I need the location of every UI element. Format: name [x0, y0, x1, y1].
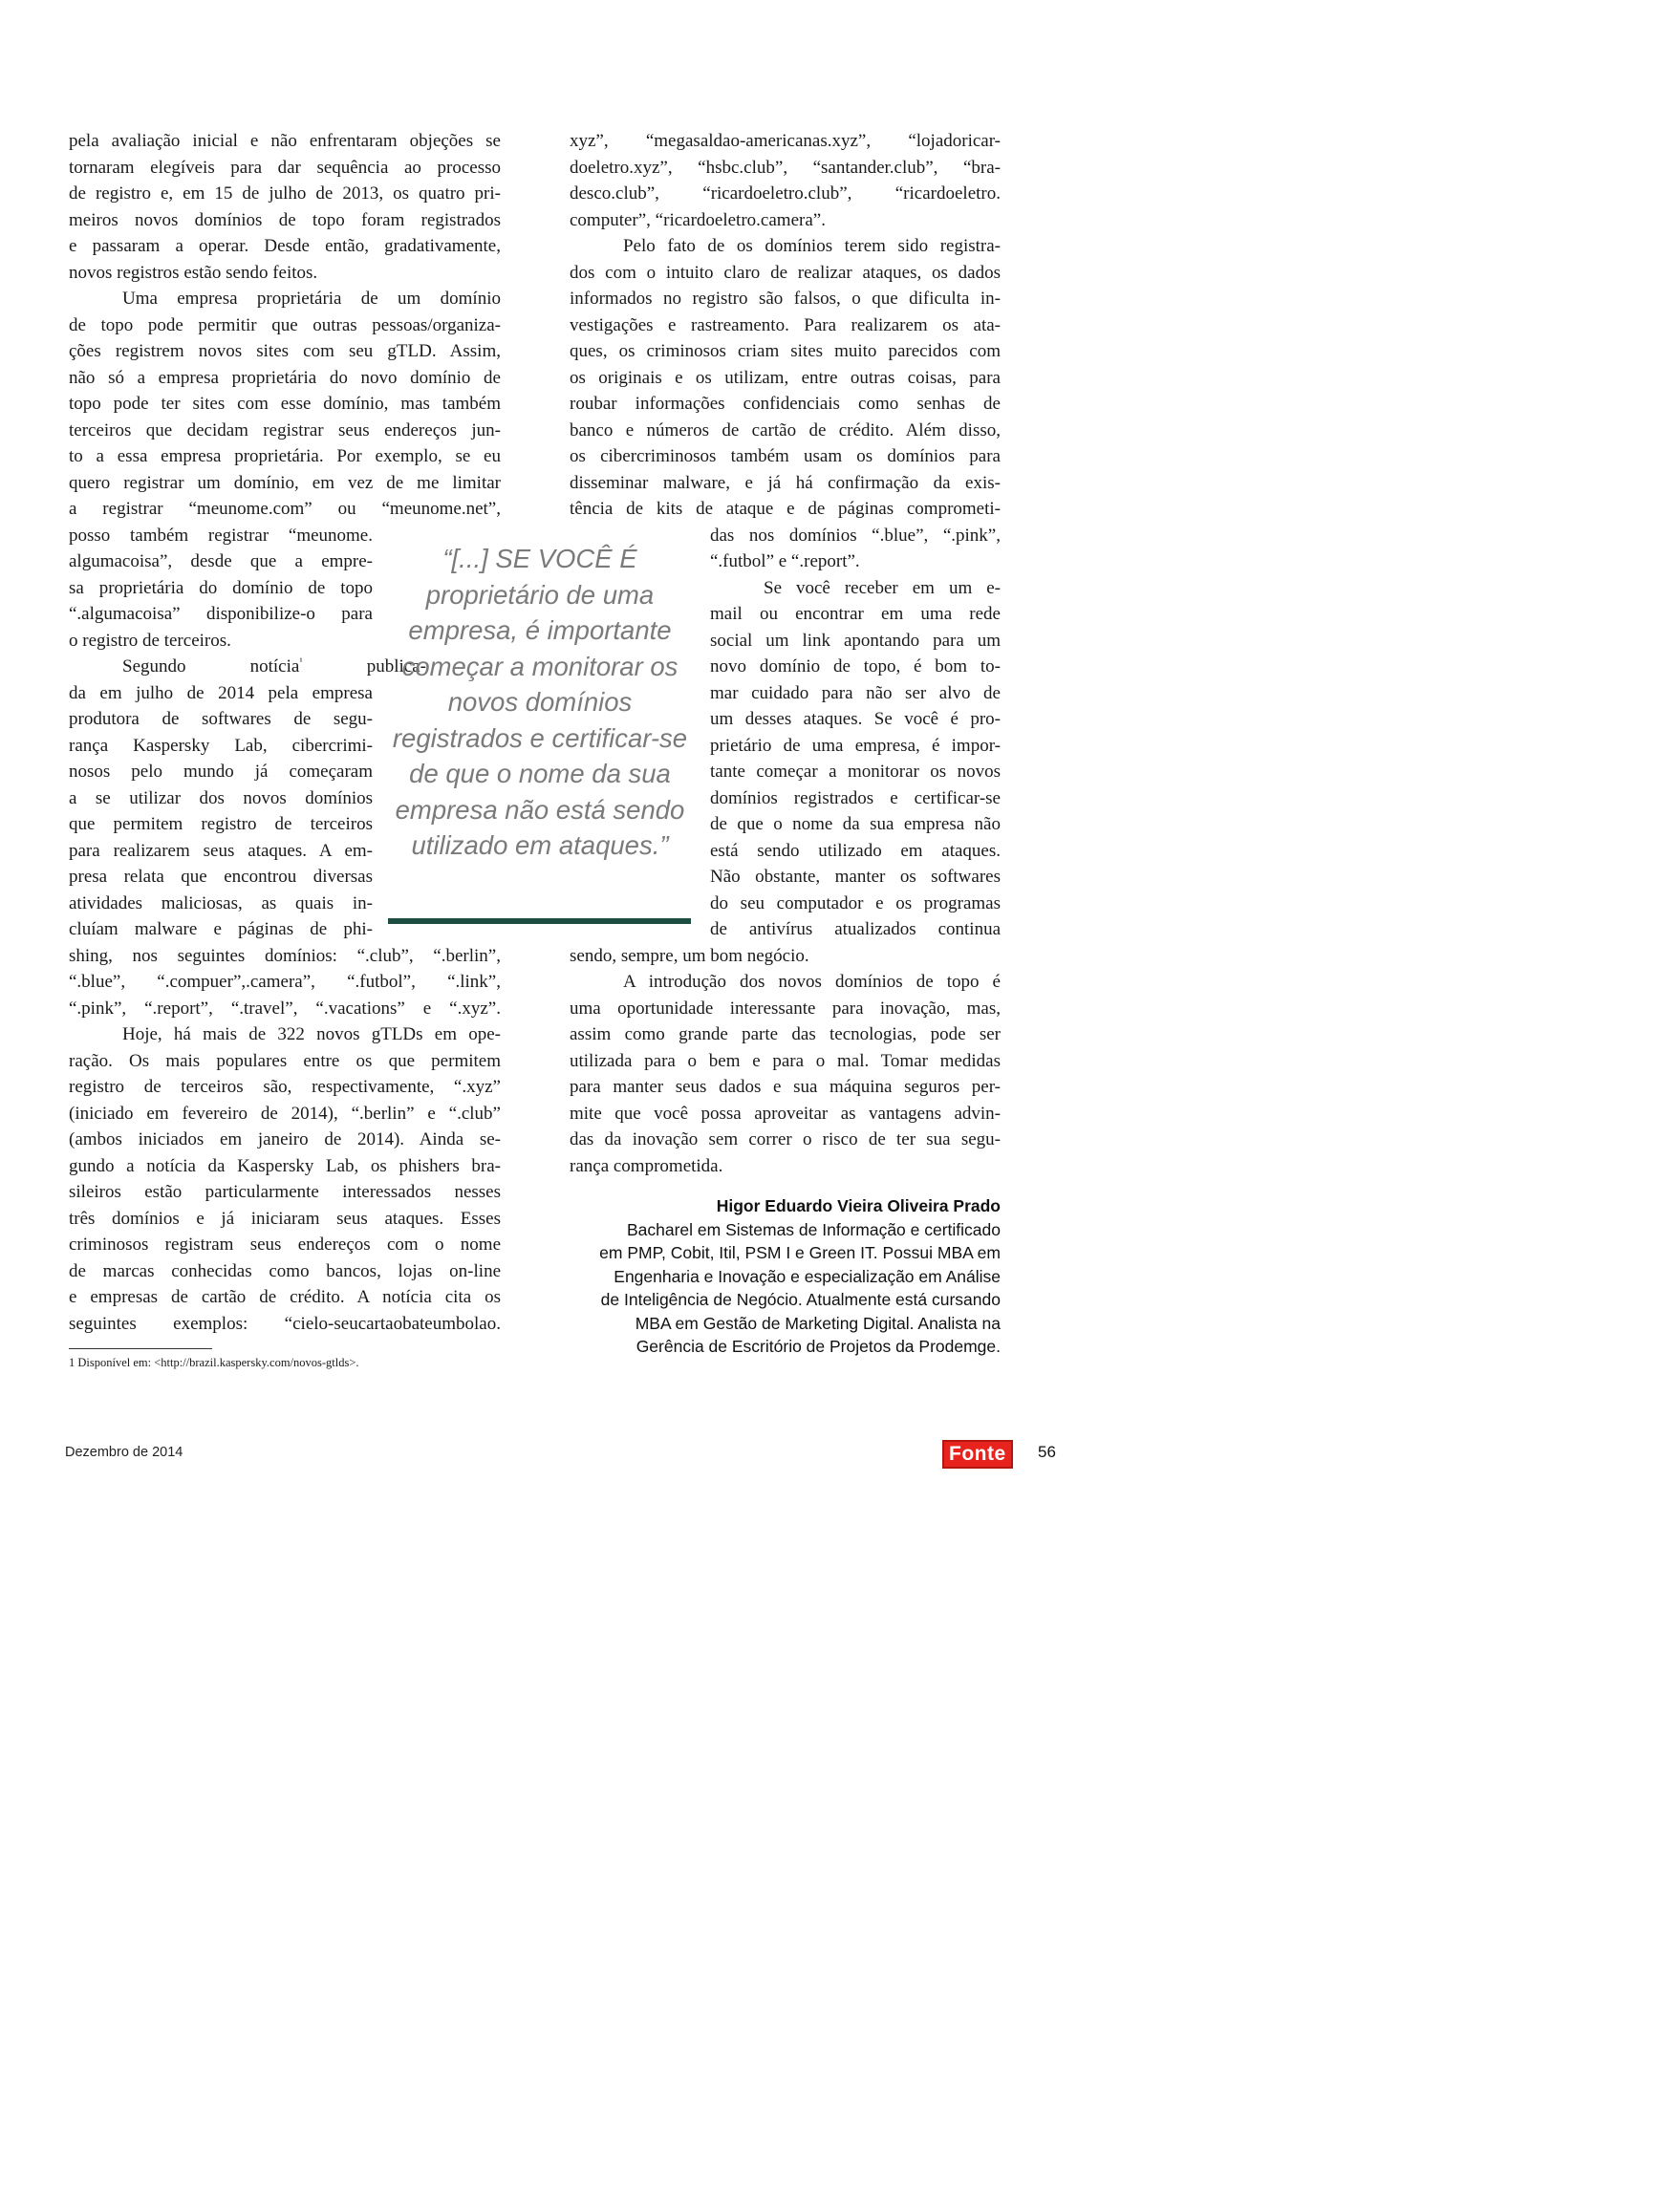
text-line: cluíam malware e páginas de phi-	[69, 919, 373, 939]
bio-line: Gerência de Escritório de Projetos da Prodemge.	[636, 1337, 1001, 1356]
text-line: presa relata que encontrou diversas	[69, 867, 373, 887]
text-line: Não obstante, manter os softwares	[710, 867, 1001, 887]
pull-quote: “[...] SE VOCÊ É proprietário de uma empresa, é importante começar a monitorar os novos domínios registrados e certificar-se de que o nome da sua empresa não está sendo utilizado em ataques.”	[392, 544, 688, 860]
text-line: disseminar malware, e já há confirmação da exis-	[570, 472, 1001, 493]
magazine-logo: Fonte	[942, 1440, 1013, 1469]
footnote-divider	[69, 1348, 212, 1349]
text-line: “.algumacoisa” disponibilize-o para	[69, 604, 373, 624]
text-line: desco.club”, “ricardoeletro.club”, “ricardoeletro.	[570, 183, 1001, 204]
text-line: mar cuidado para não ser alvo de	[710, 682, 1001, 703]
text-line: pela avaliação inicial e não enfrentaram objeções se	[69, 131, 501, 151]
text-line: rança comprometida.	[570, 1155, 723, 1176]
text-line: social um link apontando para um	[710, 630, 1001, 651]
text-line: Se você receber em um e-	[764, 577, 1001, 598]
paragraph-4	[570, 969, 1001, 1179]
text-line: não só a empresa proprietária do novo domínio de	[69, 367, 501, 388]
footnote-ref: ¹	[299, 655, 303, 668]
text-line: mite que você possa aproveitar as vantagens advin-	[570, 1103, 1001, 1124]
text-line: prietário de uma empresa, é impor-	[710, 735, 1001, 756]
text-line: que permitem registro de terceiros	[69, 814, 373, 834]
author-block	[535, 1194, 1001, 1359]
text-fragment: publica-	[302, 656, 426, 676]
bio-line: Bacharel em Sistemas de Informação e certificado	[626, 1219, 1001, 1239]
text-line: para realizarem seus ataques. A em-	[69, 840, 373, 861]
bio-line: MBA em Gestão de Marketing Digital. Analista na	[635, 1313, 1001, 1333]
text-line: terceiros que decidam registrar seus endereços jun-	[69, 419, 501, 440]
text-line: três domínios e já iniciaram seus ataques. Esses	[69, 1208, 501, 1229]
text-line: o registro de terceiros.	[69, 630, 231, 651]
text-line: de antivírus atualizados continua	[710, 919, 1001, 939]
text-line: nosos pelo mundo já começaram	[69, 762, 373, 782]
text-line: sileiros estão particularmente interessados nesses	[69, 1182, 501, 1202]
text-line: criminosos registram seus endereços com o nome	[69, 1235, 501, 1255]
text-line: novo domínio de topo, é bom to-	[710, 656, 1001, 676]
text-line: (iniciado em fevereiro de 2014), “.berlin” e “.club”	[69, 1103, 501, 1124]
text-line: tornaram elegíveis para dar sequência ao processo	[69, 157, 501, 178]
text-line: (ambos iniciados em janeiro de 2014). Ainda se-	[69, 1129, 501, 1149]
text-line: de registro e, em 15 de julho de 2013, os quatro pri-	[69, 183, 501, 204]
text-line: Hoje, há mais de 322 novos gTLDs em ope-	[122, 1024, 501, 1044]
text-line: e passaram a operar. Desde então, gradativamente,	[69, 236, 501, 256]
paragraph-2	[570, 233, 1001, 575]
text-line: tante começar a monitorar os novos	[710, 762, 1001, 782]
text-line: Pelo fato de os domínios terem sido registra-	[623, 236, 1001, 256]
text-line: a registrar “meunome.com” ou “meunome.net”,	[69, 499, 501, 519]
paragraph-1	[69, 128, 501, 286]
text-line: algumacoisa”, desde que a empre-	[69, 551, 373, 571]
text-line: produtora de softwares de segu-	[69, 709, 373, 729]
text-line: “.blue”, “.compuer”,.camera”, “.futbol”, “.link”,	[69, 972, 501, 992]
text-line: informados no registro são falsos, o que dificulta in-	[570, 289, 1001, 309]
text-line: seguintes exemplos: “cielo-seucartaobateumbolao.	[69, 1313, 501, 1334]
text-line: computer”, “ricardoeletro.camera”.	[570, 209, 826, 230]
author-bio	[535, 1218, 1001, 1359]
text-line: dos com o intuito claro de realizar ataques, os dados	[570, 262, 1001, 283]
right-column	[570, 128, 1001, 1179]
text-line: ques, os criminosos criam sites muito parecidos com	[570, 341, 1001, 361]
text-line: da em julho de 2014 pela empresa	[69, 682, 373, 703]
text-line: vestigações e rastreamento. Para realizarem os ata-	[570, 314, 1001, 335]
page-number: 56	[1038, 1443, 1056, 1461]
text-line: posso também registrar “meunome.	[69, 525, 373, 546]
text-line: os cibercriminosos também usam os domínios para	[570, 446, 1001, 466]
text-line: doeletro.xyz”, “hsbc.club”, “santander.club”, “bra-	[570, 157, 1001, 178]
text-line: de topo pode permitir que outras pessoas/organiza-	[69, 314, 501, 335]
text-line: e empresas de cartão de crédito. A notícia cita os	[69, 1287, 501, 1307]
text-line: shing, nos seguintes domínios: “.club”, “.berlin”,	[69, 945, 501, 966]
text-line: novos registros estão sendo feitos.	[69, 262, 318, 283]
paragraph-1	[570, 128, 1001, 233]
text-fragment: Segundo notícia	[122, 656, 300, 676]
text-line: sendo, sempre, um bom negócio.	[570, 945, 809, 966]
text-line: de marcas conhecidas como bancos, lojas on-line	[69, 1260, 501, 1281]
bio-line: em PMP, Cobit, Itil, PSM I e Green IT. Possui MBA em	[599, 1243, 1001, 1262]
footnote: 1 Disponível em: <http://brazil.kaspersky.com/novos-gtlds>.	[69, 1356, 359, 1369]
text-line: assim como grande parte das tecnologias, pode ser	[570, 1024, 1001, 1044]
paragraph-4	[69, 1021, 501, 1337]
text-line: topo pode ter sites com esse domínio, mas também	[69, 394, 501, 414]
text-line: a se utilizar dos novos domínios	[69, 787, 373, 808]
text-line: registro de terceiros são, respectivamente, “.xyz”	[69, 1077, 501, 1097]
text-line: ções registrem novos sites com seu gTLD. Assim,	[69, 341, 501, 361]
text-line: quero registrar um domínio, em vez de me limitar	[69, 472, 501, 493]
author-name: Higor Eduardo Vieira Oliveira Prado	[716, 1196, 1001, 1215]
text-line: meiros novos domínios de topo foram registrados	[69, 209, 501, 230]
text-line: “.futbol” e “.report”.	[710, 551, 860, 571]
text-line: de que o nome da sua empresa não	[710, 814, 1001, 834]
text-line: das da inovação sem correr o risco de ter sua segu-	[570, 1129, 1001, 1149]
text-line: ração. Os mais populares entre os que permitem	[69, 1050, 501, 1071]
text-line: tência de kits de ataque e de páginas comprometi-	[570, 499, 1001, 519]
text-line: to a essa empresa proprietária. Por exemplo, se eu	[69, 446, 501, 466]
text-line: Uma empresa proprietária de um domínio	[122, 289, 501, 309]
text-line: rança Kaspersky Lab, cibercrimi-	[69, 735, 373, 756]
text-line: roubar informações confidenciais como senhas de	[570, 394, 1001, 414]
paragraph-3	[570, 575, 1001, 970]
text-line: atividades maliciosas, as quais in-	[69, 892, 373, 913]
bio-line: Engenharia e Inovação e especialização em Análise	[614, 1266, 1001, 1286]
text-line: “.pink”, “.report”, “.travel”, “.vacations” e “.xyz”.	[69, 998, 501, 1019]
text-line: domínios registrados e certificar-se	[710, 787, 1001, 808]
text-line: xyz”, “megasaldao-americanas.xyz”, “lojadoricar-	[570, 131, 1001, 151]
text-line: os originais e os utilizam, entre outras coisas, para	[570, 367, 1001, 388]
text-line: sa proprietária do domínio de topo	[69, 577, 373, 598]
text-line: mail ou encontrar em uma rede	[710, 604, 1001, 624]
text-line: do seu computador e os programas	[710, 892, 1001, 913]
text-line: está sendo utilizado em ataques.	[710, 840, 1001, 861]
text-line: um desses ataques. Se você é pro-	[710, 709, 1001, 729]
text-line: banco e números de cartão de crédito. Além disso,	[570, 419, 1001, 440]
bio-line: de Inteligência de Negócio. Atualmente está cursando	[600, 1290, 1001, 1309]
text-line	[69, 654, 426, 680]
text-line: das nos domínios “.blue”, “.pink”,	[710, 525, 1001, 546]
text-line: A introdução dos novos domínios de topo é	[623, 972, 1001, 992]
text-line: para manter seus dados e sua máquina seguros per-	[570, 1077, 1001, 1097]
text-line: uma oportunidade interessante para inovação, mas,	[570, 998, 1001, 1019]
footer-date: Dezembro de 2014	[65, 1445, 183, 1460]
text-line: gundo a notícia da Kaspersky Lab, os phishers bra-	[69, 1155, 501, 1176]
text-line: utilizada para o bem e para o mal. Tomar medidas	[570, 1050, 1001, 1071]
